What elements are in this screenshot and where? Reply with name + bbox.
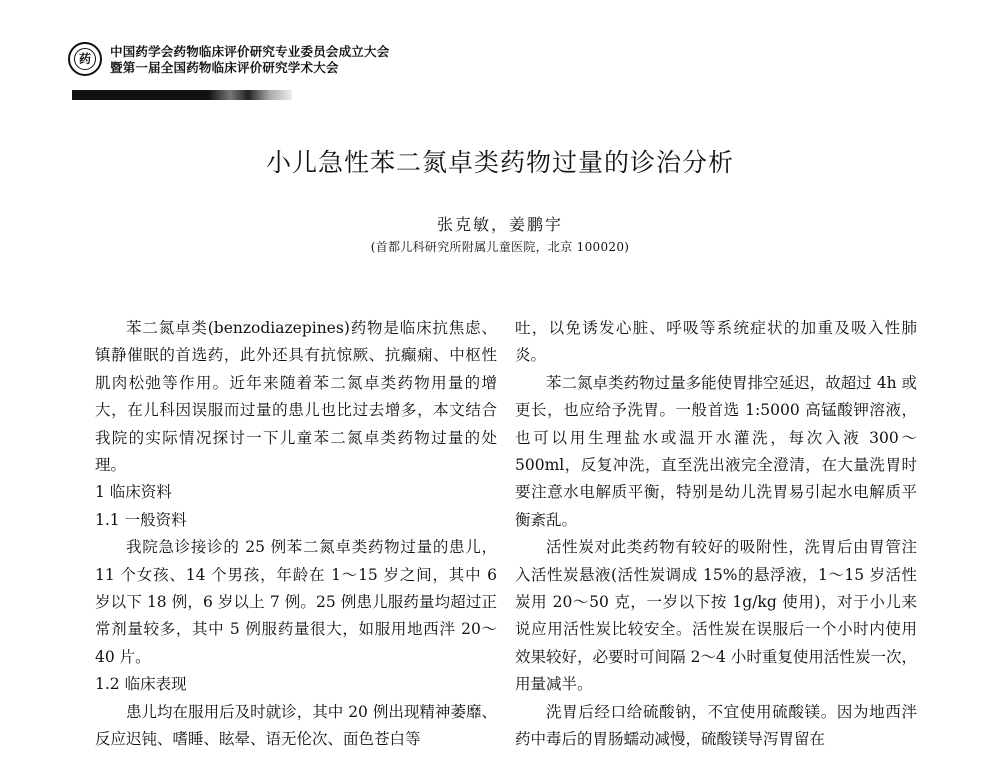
article-authors: 张克敏，姜鹏宇 — [436, 215, 563, 234]
subsection-heading-1-2: 1.2 临床表现 — [95, 675, 187, 694]
article-title: 小儿急性苯二氮卓类药物过量的诊治分析 — [265, 148, 734, 177]
left-column — [95, 315, 497, 754]
paragraph-sodium-sulfate: 洗胃后经口给硫酸钠，不宜使用硫酸镁。因为地西泮药中毒后的胃肠蠕动减慢，硫酸镁导泻胃留在 — [515, 702, 917, 749]
subsection-heading-1-1: 1.1 一般资料 — [95, 510, 187, 529]
paragraph-continued: 吐，以免诱发心脏、呼吸等系统症状的加重及吸入性肺炎。 — [515, 319, 917, 365]
paragraph-activated-charcoal: 活性炭对此类药物有较好的吸附性，洗胃后由胃管注入活性炭悬液(活性炭调成 15%的悬浮液，1～15 岁活性炭用 20～50 克，一岁以下按 1g/kg 使用)，对于小儿来说应用活性炭比较安全。活性炭在误服后一个小时内使用效果较好，必要时可间隔 2～4 小时重复使用活性炭一次，用量减半。 — [515, 538, 917, 694]
section-heading-1: 1 临床资料 — [95, 483, 172, 502]
paragraph-gastric-lavage: 苯二氮卓类药物过量多能使胃排空延迟，故超过 4h 或更长，也应给予洗胃。一般首选 1:5000 高锰酸钾溶液，也可以用生理盐水或温开水灌洗，每次入液 300～500ml，反复冲洗，直至洗出液完全澄清，在大量洗胃时要注意水电解质平衡，特别是幼儿洗胃易引起水电解质平衡紊乱。 — [515, 373, 917, 529]
conference-line-1: 中国药学会药物临床评价研究专业委员会成立大会 — [110, 44, 390, 59]
conference-name — [110, 44, 389, 76]
right-column — [515, 315, 917, 754]
paragraph-1-2: 患儿均在服用后及时就诊，其中 20 例出现精神萎靡、反应迟钝、嗜睡、眩晕、语无伦次、面色苍白等 — [95, 702, 497, 749]
intro-paragraph: 苯二氮卓类(benzodiazepines)药物是临床抗焦虑、镇静催眠的首选药，此外还具有抗惊厥、抗癫痫、中枢性肌肉松弛等作用。近年来随着苯二氮卓类药物用量的增大，在儿科因误服而过量的患儿也比过去增多，本文结合我院的实际情况探讨一下儿童苯二氮卓类药物过量的处理。 — [95, 319, 497, 475]
header-divider-bar — [72, 90, 292, 100]
conference-line-2: 暨第一届全国药物临床评价研究学术大会 — [110, 60, 339, 75]
article-affiliation: (首都儿科研究所附属儿童医院，北京 100020) — [370, 240, 630, 254]
society-logo-icon — [68, 42, 102, 76]
paragraph-1-1: 我院急诊接诊的 25 例苯二氮卓类药物过量的患儿，11 个女孩、14 个男孩，年龄在 1～15 岁之间，其中 6 岁以下 18 例，6 岁以上 7 例。25 例患儿服药量均超过正常剂量较多，其中 5 例服药量很大，如服用地西泮 20～40 片。 — [95, 538, 497, 666]
logo-character: 药 — [74, 48, 96, 70]
